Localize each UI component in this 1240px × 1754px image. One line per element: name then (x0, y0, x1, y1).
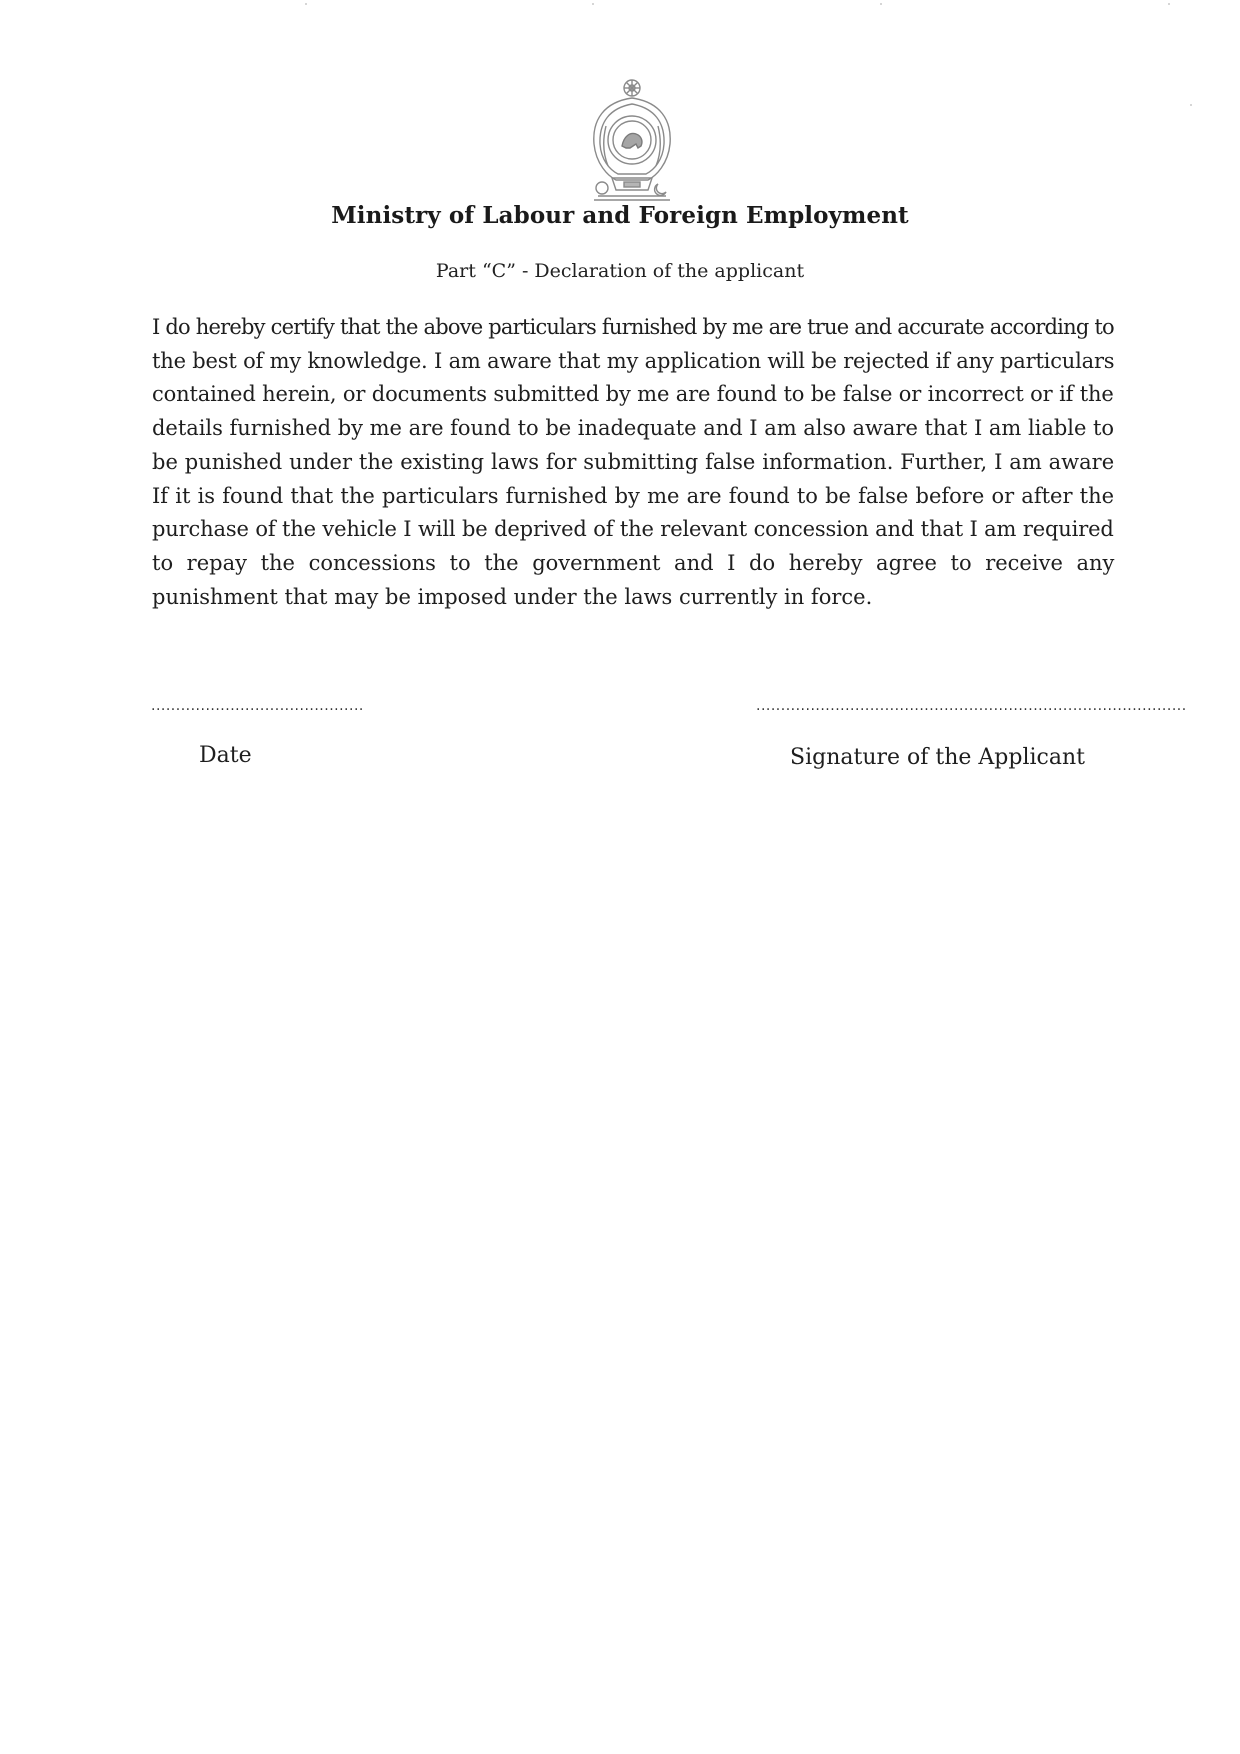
national-emblem-icon (586, 78, 678, 204)
declaration-line: purchase of the vehicle I will be deprived of the relevant concession and that I am required (152, 517, 1114, 542)
declaration-line: to repay the concessions to the government and I do hereby agree to receive any (152, 550, 1115, 575)
declaration-line: details furnished by me are found to be inadequate and I am also aware that I am liable to (152, 416, 1115, 441)
date-dotted-line: ........................................... (151, 698, 364, 714)
scan-speck (880, 3, 882, 5)
declaration-line: the best of my knowledge. I am aware that my application will be rejected if any particulars (152, 348, 1115, 373)
declaration-line: contained herein, or documents submitted by me are found to be false or incorrect or if the (152, 382, 1114, 407)
ministry-title: Ministry of Labour and Foreign Employment (331, 202, 909, 229)
declaration-paragraph (152, 311, 1114, 614)
scan-speck (1168, 3, 1170, 5)
declaration-line: punishment that may be imposed under the laws currently in force. (152, 584, 873, 609)
scan-speck (1190, 104, 1192, 106)
signature-dotted-line: ....................................................................................... (756, 698, 1187, 714)
part-c-subtitle: Part “C” - Declaration of the applicant (435, 260, 805, 282)
declaration-line: be punished under the existing laws for submitting false information. Further, I am aware (152, 449, 1115, 474)
scan-speck (592, 3, 594, 5)
scan-speck (305, 3, 307, 5)
declaration-line: If it is found that the particulars furnished by me are found to be false before or after the (152, 483, 1115, 508)
signature-label: Signature of the Applicant (790, 745, 1085, 770)
date-label: Date (199, 743, 252, 768)
declaration-line: I do hereby certify that the above particulars furnished by me are true and accurate according to (152, 315, 1114, 339)
